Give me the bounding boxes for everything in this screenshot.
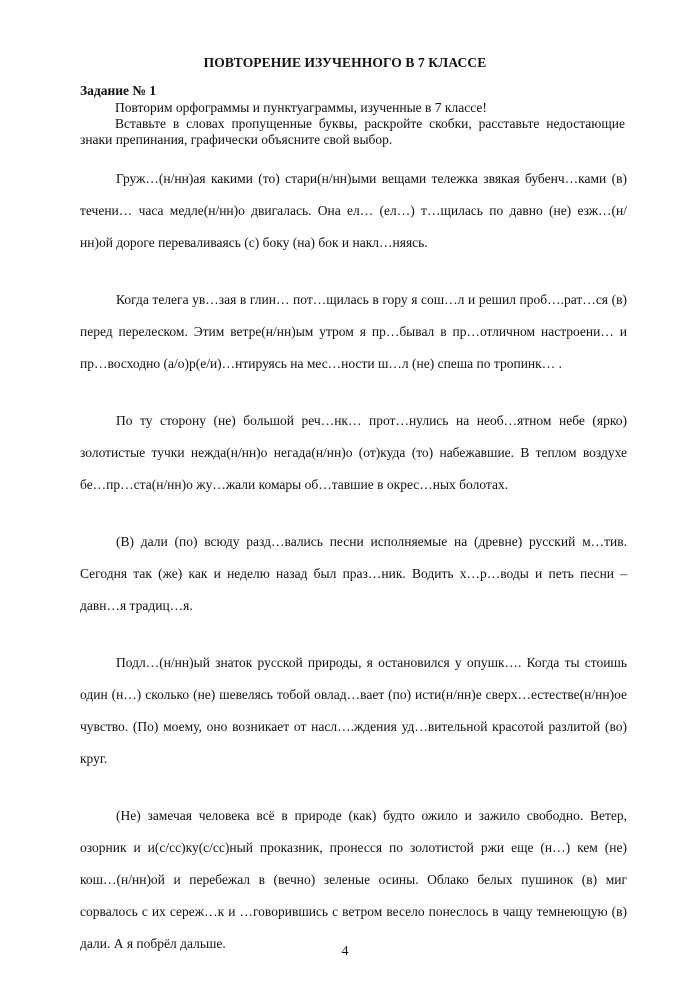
exercise-paragraph: Подл…(н/нн)ый знаток русской природы, я остановился у опушк…. Когда ты стоишь один (н…) сколько (не) шевелясь тобой овлад…вает (по) исти(н/нн)е сверх…естестве(н/нн)ое чувство. (По) моему, оно возникает от насл….ждения уд…вительной красотой разлитой (во) круг. bbox=[80, 655, 627, 766]
page-title: ПОВТОРЕНИЕ ИЗУЧЕННОГО В 7 КЛАССЕ bbox=[203, 55, 487, 70]
intro-line-1: Повторим орфограммы и пунктуаграммы, изученные в 7 классе! bbox=[115, 100, 487, 115]
exercise-paragraph: По ту сторону (не) большой реч…нк… прот…нулись на необ…ятном небе (ярко) золотистые тучки нежда(н/нн)о негада(н/нн)о (от)куда (то) набежавшие. В теплом воздухе бе…пр…ста(н/нн)о жу…жали комары об…тавшие в окрес…ных болотах. bbox=[80, 413, 627, 492]
exercise-text bbox=[80, 163, 627, 985]
intro-line-2: Вставьте в словах пропущенные буквы, раскройте скобки, расставьте недостающие знаки препинания, графически объясните свой выбор. bbox=[80, 116, 625, 147]
exercise-paragraph: (В) дали (по) всюду разд…вались песни исполняемые на (древне) русский м…тив. Сегодня так (же) как и неделю назад был праз…ник. Водить х…р…воды и петь песни – давн…я традиц…я. bbox=[80, 534, 627, 613]
exercise-paragraph: Когда телега ув…зая в глин… пот…щилась в гору я сош…л и решил проб….рат…ся (в) перед перелеском. Этим ветре(н/нн)ым утром я пр…бывал в пр…отличном настроени… и пр…восходно (а/о)р(е/и)…нтируясь на мес…ности ш…л (не) спеша по тропинк… . bbox=[80, 292, 627, 371]
exercise-paragraph: Груж…(н/нн)ая какими (то) стари(н/нн)ыми вещами тележка звякая бубенч…ками (в) течени… часа медле(н/нн)о двигалась. Она ел… (ел…) т…щилась по давно (не) езж…(н/нн)ой дороге переваливаясь (с) боку (на) бок и накл…няясь. bbox=[80, 171, 627, 250]
task-intro bbox=[80, 100, 625, 148]
exercise-paragraph: (Не) замечая человека всё в природе (как) будто ожило и зажило свободно. Ветер, озорник и и(с/сс)ку(с/сс)ный проказник, пронесся по золотистой ржи еще (н…) кем (не) кош…(н/нн)ой и перебежал в (вечно) зеленые осины. Облако белых пушинок (в) миг сорвалось с их сереж…к и …говорившись с ветром весело понеслось в чащу темнеющую (в) дали. А я побрёл дальше. bbox=[80, 808, 627, 951]
page-number: 4 bbox=[341, 944, 349, 959]
task-label: Задание № 1 bbox=[80, 83, 157, 98]
